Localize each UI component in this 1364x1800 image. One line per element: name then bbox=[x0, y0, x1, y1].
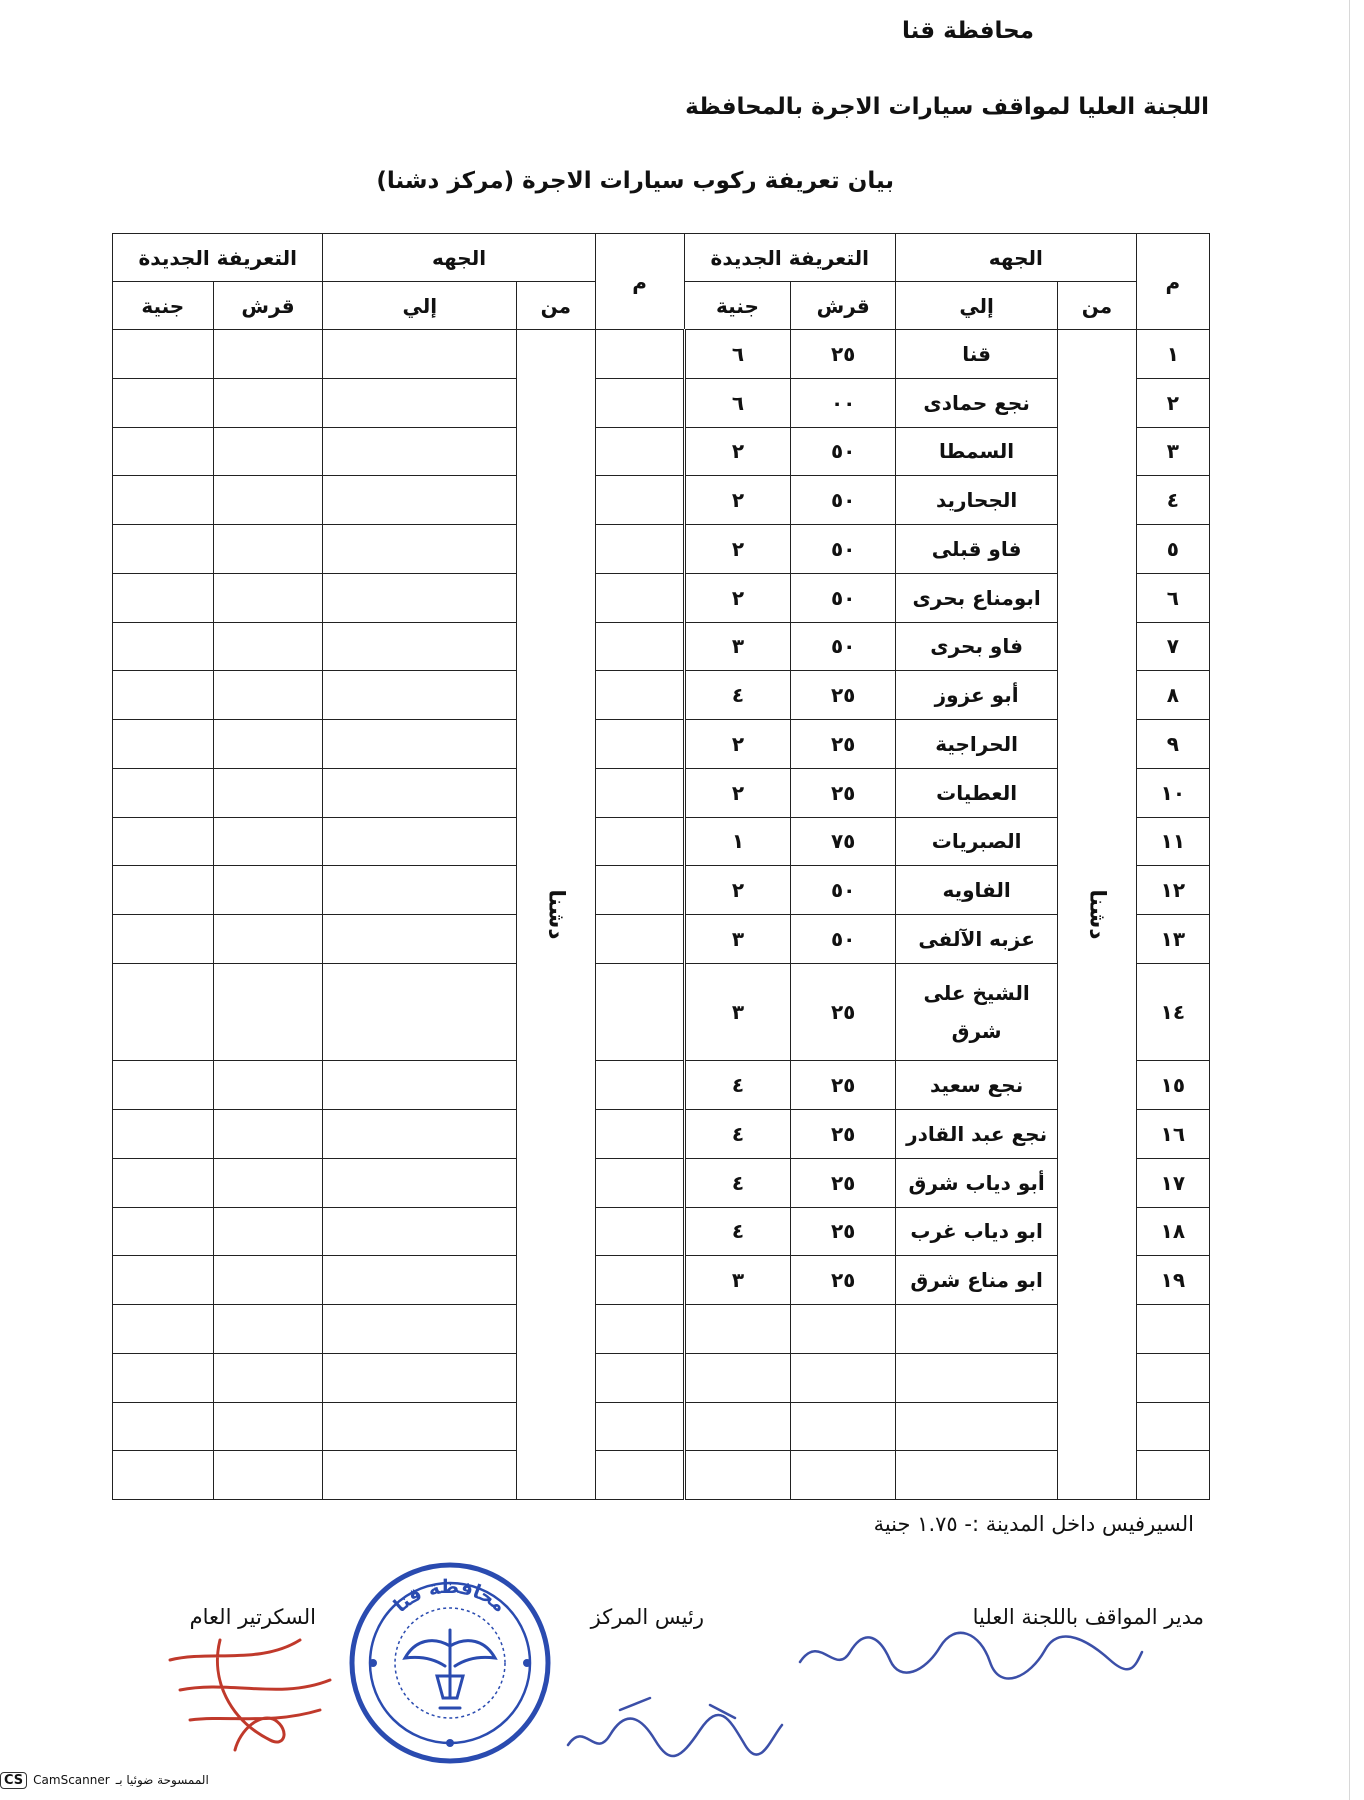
to-destination: الشيخ على شرق bbox=[896, 963, 1058, 1061]
to-destination: ابو مناع شرق bbox=[896, 1256, 1058, 1305]
fare-pounds-2 bbox=[113, 768, 214, 817]
camscanner-watermark bbox=[0, 1766, 209, 1794]
table-row bbox=[113, 1353, 1210, 1402]
from-value-2: دشنا bbox=[543, 889, 569, 940]
stamp-text: محافظة قنا bbox=[389, 1575, 511, 1617]
row-number bbox=[1136, 1353, 1209, 1402]
table-row bbox=[113, 622, 1210, 671]
row-number: ١٥ bbox=[1136, 1061, 1209, 1110]
to-destination-2 bbox=[323, 525, 517, 574]
to-destination: ابومناع بحرى bbox=[896, 573, 1058, 622]
fare-piasters-2 bbox=[213, 1402, 323, 1451]
fare-piasters bbox=[791, 1305, 896, 1354]
fare-pounds: ٤ bbox=[684, 671, 791, 720]
table-row bbox=[113, 1305, 1210, 1354]
fare-pounds-2 bbox=[113, 963, 214, 1061]
col-piasters-header-2: قرش bbox=[213, 282, 323, 330]
row-number: ١٠ bbox=[1136, 768, 1209, 817]
row-number: ١٧ bbox=[1136, 1158, 1209, 1207]
fare-pounds-2 bbox=[113, 1305, 214, 1354]
page-edge bbox=[1349, 0, 1350, 1800]
row-number: ١١ bbox=[1136, 817, 1209, 866]
to-destination-2 bbox=[323, 817, 517, 866]
fare-piasters: ٥٠ bbox=[791, 476, 896, 525]
fare-pounds bbox=[684, 1353, 791, 1402]
row-number: ٢ bbox=[1136, 378, 1209, 427]
table-row bbox=[113, 1110, 1210, 1159]
fare-pounds-2 bbox=[113, 1061, 214, 1110]
table-row bbox=[113, 1256, 1210, 1305]
fare-piasters: ٢٥ bbox=[791, 671, 896, 720]
row-number-2 bbox=[595, 1256, 684, 1305]
table-row bbox=[113, 915, 1210, 964]
table-row bbox=[113, 476, 1210, 525]
fare-piasters-2 bbox=[213, 1256, 323, 1305]
to-destination-2 bbox=[323, 378, 517, 427]
row-number: ١٤ bbox=[1136, 963, 1209, 1061]
table-row bbox=[113, 330, 1210, 379]
row-number-2 bbox=[595, 573, 684, 622]
to-destination: نجع حمادى bbox=[896, 378, 1058, 427]
fare-pounds-2 bbox=[113, 378, 214, 427]
fare-pounds: ٦ bbox=[684, 378, 791, 427]
table-row bbox=[113, 1207, 1210, 1256]
row-number-2 bbox=[595, 1353, 684, 1402]
fare-pounds: ٢ bbox=[684, 476, 791, 525]
fare-piasters-2 bbox=[213, 1305, 323, 1354]
to-destination: السمطا bbox=[896, 427, 1058, 476]
fare-piasters-2 bbox=[213, 671, 323, 720]
row-number: ١٨ bbox=[1136, 1207, 1209, 1256]
to-destination-2 bbox=[323, 1207, 517, 1256]
fare-piasters: ٥٠ bbox=[791, 622, 896, 671]
row-number: ٧ bbox=[1136, 622, 1209, 671]
fare-pounds bbox=[684, 1402, 791, 1451]
fare-piasters: ٥٠ bbox=[791, 915, 896, 964]
sig-label-secretary: السكرتير العام bbox=[189, 1605, 316, 1629]
row-number-2 bbox=[595, 1207, 684, 1256]
to-destination-2 bbox=[323, 915, 517, 964]
fare-pounds-2 bbox=[113, 866, 214, 915]
fare-pounds-2 bbox=[113, 622, 214, 671]
to-destination-2 bbox=[323, 720, 517, 769]
fare-pounds-2 bbox=[113, 525, 214, 574]
fare-pounds: ٤ bbox=[684, 1207, 791, 1256]
fare-pounds: ٦ bbox=[684, 330, 791, 379]
row-number-2 bbox=[595, 427, 684, 476]
fare-pounds-2 bbox=[113, 330, 214, 379]
row-number-2 bbox=[595, 720, 684, 769]
governorate-heading: محافظة قنا bbox=[902, 18, 1034, 44]
fare-pounds-2 bbox=[113, 1402, 214, 1451]
to-destination-2 bbox=[323, 671, 517, 720]
fare-pounds: ٣ bbox=[684, 963, 791, 1061]
fare-piasters-2 bbox=[213, 1207, 323, 1256]
to-destination: العطيات bbox=[896, 768, 1058, 817]
fare-piasters-2 bbox=[213, 1110, 323, 1159]
table-row bbox=[113, 671, 1210, 720]
fare-piasters: ٥٠ bbox=[791, 866, 896, 915]
to-destination: الحراجية bbox=[896, 720, 1058, 769]
col-new-fare-header-2: التعريفة الجديدة bbox=[113, 234, 323, 282]
fare-pounds-2 bbox=[113, 427, 214, 476]
row-number-2 bbox=[595, 817, 684, 866]
fare-piasters: ٥٠ bbox=[791, 525, 896, 574]
fare-piasters-2 bbox=[213, 1451, 323, 1500]
fare-pounds-2 bbox=[113, 915, 214, 964]
row-number bbox=[1136, 1402, 1209, 1451]
fare-pounds-2 bbox=[113, 476, 214, 525]
col-new-fare-header: التعريفة الجديدة bbox=[684, 234, 895, 282]
row-number-2 bbox=[595, 1110, 684, 1159]
fare-piasters-2 bbox=[213, 768, 323, 817]
row-number-2 bbox=[595, 866, 684, 915]
fare-piasters: ٢٥ bbox=[791, 768, 896, 817]
to-destination-2 bbox=[323, 1158, 517, 1207]
to-destination-2 bbox=[323, 1256, 517, 1305]
fare-pounds: ٤ bbox=[684, 1110, 791, 1159]
to-destination: قنا bbox=[896, 330, 1058, 379]
table-row bbox=[113, 817, 1210, 866]
to-destination-2 bbox=[323, 330, 517, 379]
table-row bbox=[113, 720, 1210, 769]
fare-pounds: ٤ bbox=[684, 1061, 791, 1110]
col-to-header: إلي bbox=[896, 282, 1058, 330]
row-number-2 bbox=[595, 1305, 684, 1354]
table-row bbox=[113, 866, 1210, 915]
fare-pounds-2 bbox=[113, 817, 214, 866]
row-number-2 bbox=[595, 1402, 684, 1451]
to-destination bbox=[896, 1305, 1058, 1354]
table-row bbox=[113, 573, 1210, 622]
document-title: بيان تعريفة ركوب سيارات الاجرة (مركز دشنا) bbox=[376, 168, 894, 194]
camscanner-app-name: CamScanner bbox=[33, 1773, 110, 1787]
fare-pounds-2 bbox=[113, 720, 214, 769]
to-destination: نجع عبد القادر bbox=[896, 1110, 1058, 1159]
row-number: ١ bbox=[1136, 330, 1209, 379]
fare-piasters-2 bbox=[213, 622, 323, 671]
to-destination bbox=[896, 1402, 1058, 1451]
fare-piasters: ٠٠ bbox=[791, 378, 896, 427]
fare-piasters-2 bbox=[213, 476, 323, 525]
col-to-header-2: إلي bbox=[323, 282, 517, 330]
row-number-2 bbox=[595, 915, 684, 964]
row-number: ٨ bbox=[1136, 671, 1209, 720]
row-number bbox=[1136, 1451, 1209, 1500]
to-destination-2 bbox=[323, 1305, 517, 1354]
secretary-signature bbox=[150, 1620, 350, 1760]
fare-piasters-2 bbox=[213, 525, 323, 574]
fare-piasters-2 bbox=[213, 817, 323, 866]
col-from-header: من bbox=[1058, 282, 1137, 330]
to-destination-2 bbox=[323, 1061, 517, 1110]
camscanner-caption: الممسوحة ضوئيا بـ bbox=[115, 1773, 209, 1787]
to-destination-2 bbox=[323, 1353, 517, 1402]
to-destination-2 bbox=[323, 866, 517, 915]
table-row bbox=[113, 525, 1210, 574]
fare-pounds: ٢ bbox=[684, 768, 791, 817]
fare-pounds bbox=[684, 1305, 791, 1354]
col-m-header: م bbox=[1136, 234, 1209, 330]
table-row bbox=[113, 1402, 1210, 1451]
fare-pounds-2 bbox=[113, 1110, 214, 1159]
to-destination-2 bbox=[323, 1110, 517, 1159]
row-number-2 bbox=[595, 622, 684, 671]
sig-label-center-head: رئيس المركز bbox=[590, 1605, 704, 1629]
row-number: ٣ bbox=[1136, 427, 1209, 476]
from-value: دشنا bbox=[1084, 889, 1110, 940]
row-number-2 bbox=[595, 525, 684, 574]
to-destination-2 bbox=[323, 1451, 517, 1500]
row-number-2 bbox=[595, 1158, 684, 1207]
fare-piasters-2 bbox=[213, 915, 323, 964]
official-stamp bbox=[345, 1558, 555, 1768]
fare-pounds-2 bbox=[113, 671, 214, 720]
to-destination: أبو عزوز bbox=[896, 671, 1058, 720]
row-number: ٤ bbox=[1136, 476, 1209, 525]
row-number-2 bbox=[595, 476, 684, 525]
table-row bbox=[113, 427, 1210, 476]
fare-piasters-2 bbox=[213, 573, 323, 622]
committee-heading: اللجنة العليا لمواقف سيارات الاجرة بالمحافظة bbox=[685, 94, 1209, 120]
fare-pounds-2 bbox=[113, 1256, 214, 1305]
fare-pounds: ٢ bbox=[684, 525, 791, 574]
fare-pounds: ٢ bbox=[684, 720, 791, 769]
fare-pounds bbox=[684, 1451, 791, 1500]
row-number-2 bbox=[595, 963, 684, 1061]
row-number: ٥ bbox=[1136, 525, 1209, 574]
fare-pounds-2 bbox=[113, 1158, 214, 1207]
fare-piasters-2 bbox=[213, 866, 323, 915]
to-destination: الجحاريد bbox=[896, 476, 1058, 525]
to-destination bbox=[896, 1353, 1058, 1402]
col-pounds-header: جنية bbox=[684, 282, 791, 330]
row-number-2 bbox=[595, 1061, 684, 1110]
fare-pounds: ٢ bbox=[684, 866, 791, 915]
col-piasters-header: قرش bbox=[791, 282, 896, 330]
fare-piasters: ٥٠ bbox=[791, 427, 896, 476]
fare-piasters: ٢٥ bbox=[791, 720, 896, 769]
to-destination-2 bbox=[323, 768, 517, 817]
fare-table bbox=[112, 233, 1210, 1500]
fare-pounds-2 bbox=[113, 1207, 214, 1256]
fare-pounds: ٢ bbox=[684, 573, 791, 622]
row-number-2 bbox=[595, 330, 684, 379]
row-number: ٩ bbox=[1136, 720, 1209, 769]
table-row bbox=[113, 1451, 1210, 1500]
fare-piasters-2 bbox=[213, 378, 323, 427]
fare-piasters-2 bbox=[213, 1061, 323, 1110]
to-destination: أبو دياب شرق bbox=[896, 1158, 1058, 1207]
fare-pounds: ٣ bbox=[684, 915, 791, 964]
sig-label-manager: مدير المواقف باللجنة العليا bbox=[972, 1605, 1204, 1629]
table-row bbox=[113, 963, 1210, 1061]
fare-pounds: ١ bbox=[684, 817, 791, 866]
to-destination: عزبه الآلفى bbox=[896, 915, 1058, 964]
to-destination-2 bbox=[323, 427, 517, 476]
fare-pounds-2 bbox=[113, 573, 214, 622]
row-number: ١٩ bbox=[1136, 1256, 1209, 1305]
to-destination-2 bbox=[323, 573, 517, 622]
to-destination-2 bbox=[323, 476, 517, 525]
col-from-header-2: من bbox=[517, 282, 596, 330]
fare-pounds: ٤ bbox=[684, 1158, 791, 1207]
row-number: ١٦ bbox=[1136, 1110, 1209, 1159]
fare-piasters-2 bbox=[213, 1158, 323, 1207]
row-number-2 bbox=[595, 671, 684, 720]
to-destination-2 bbox=[323, 1402, 517, 1451]
row-number-2 bbox=[595, 378, 684, 427]
to-destination bbox=[896, 1451, 1058, 1500]
fare-pounds-2 bbox=[113, 1353, 214, 1402]
row-number: ١٣ bbox=[1136, 915, 1209, 964]
fare-piasters: ٢٥ bbox=[791, 1256, 896, 1305]
to-destination-2 bbox=[323, 622, 517, 671]
to-destination: نجع سعيد bbox=[896, 1061, 1058, 1110]
manager-signature bbox=[790, 1622, 1150, 1682]
table-row bbox=[113, 768, 1210, 817]
row-number bbox=[1136, 1305, 1209, 1354]
to-destination: الصبريات bbox=[896, 817, 1058, 866]
to-destination: ابو دياب غرب bbox=[896, 1207, 1058, 1256]
table-row bbox=[113, 1061, 1210, 1110]
fare-piasters: ٢٥ bbox=[791, 1158, 896, 1207]
fare-piasters bbox=[791, 1451, 896, 1500]
from-cell-2 bbox=[517, 330, 596, 1500]
fare-piasters: ٢٥ bbox=[791, 1110, 896, 1159]
row-number-2 bbox=[595, 1451, 684, 1500]
fare-piasters: ٢٥ bbox=[791, 1207, 896, 1256]
row-number: ١٢ bbox=[1136, 866, 1209, 915]
to-destination: فاو قبلى bbox=[896, 525, 1058, 574]
center-head-signature bbox=[560, 1690, 790, 1770]
fare-piasters-2 bbox=[213, 963, 323, 1061]
fare-piasters-2 bbox=[213, 1353, 323, 1402]
from-cell bbox=[1058, 330, 1137, 1500]
service-note: السيرفيس داخل المدينة :- ١.٧٥ جنية bbox=[873, 1512, 1194, 1536]
col-direction-header-2: الجهه bbox=[323, 234, 595, 282]
fare-piasters bbox=[791, 1353, 896, 1402]
fare-piasters-2 bbox=[213, 427, 323, 476]
table-row bbox=[113, 378, 1210, 427]
to-destination-2 bbox=[323, 963, 517, 1061]
fare-pounds: ٢ bbox=[684, 427, 791, 476]
fare-piasters: ٢٥ bbox=[791, 330, 896, 379]
table-row bbox=[113, 1158, 1210, 1207]
fare-pounds: ٣ bbox=[684, 1256, 791, 1305]
fare-pounds-2 bbox=[113, 1451, 214, 1500]
fare-piasters-2 bbox=[213, 720, 323, 769]
fare-piasters bbox=[791, 1402, 896, 1451]
fare-piasters: ٧٥ bbox=[791, 817, 896, 866]
col-m-header-2: م bbox=[595, 234, 684, 330]
row-number-2 bbox=[595, 768, 684, 817]
to-destination: فاو بحرى bbox=[896, 622, 1058, 671]
camscanner-badge: CS bbox=[0, 1772, 27, 1789]
fare-piasters-2 bbox=[213, 330, 323, 379]
to-destination: الفاويه bbox=[896, 866, 1058, 915]
fare-pounds: ٣ bbox=[684, 622, 791, 671]
fare-piasters: ٢٥ bbox=[791, 963, 896, 1061]
col-direction-header: الجهه bbox=[896, 234, 1137, 282]
row-number: ٦ bbox=[1136, 573, 1209, 622]
fare-piasters: ٢٥ bbox=[791, 1061, 896, 1110]
fare-piasters: ٥٠ bbox=[791, 573, 896, 622]
col-pounds-header-2: جنية bbox=[113, 282, 214, 330]
